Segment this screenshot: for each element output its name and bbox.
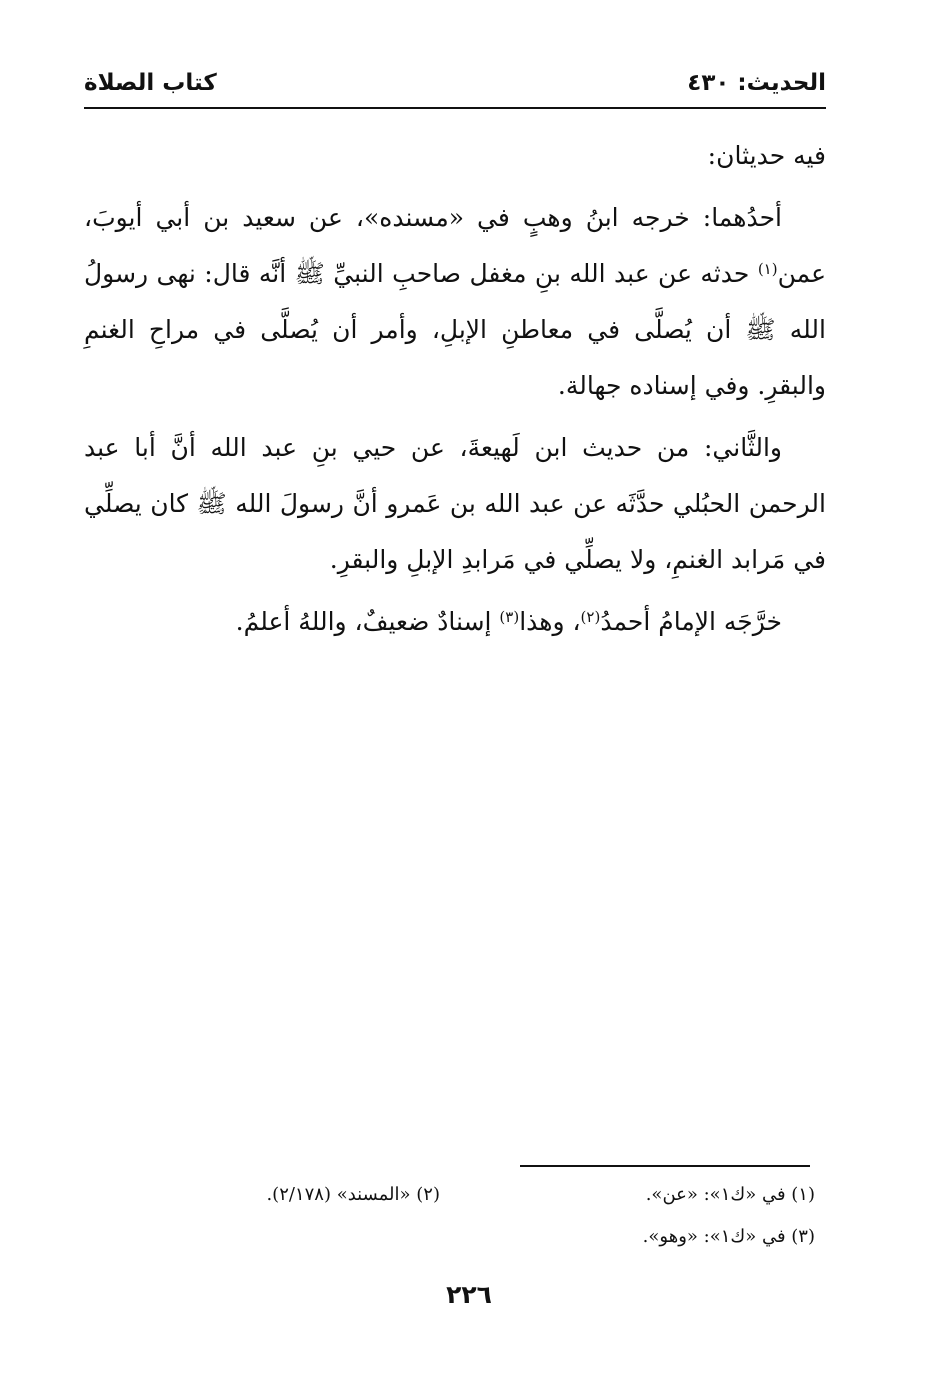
footnote-ref-1: (١)	[757, 260, 778, 278]
footnote-divider	[520, 1165, 810, 1167]
main-text	[84, 128, 826, 656]
footnotes	[150, 1180, 815, 1260]
footnote-3: (٣) في «ك١»: «وهو».	[642, 1226, 815, 1247]
footnote-ref-3: (٣)	[499, 608, 520, 626]
paragraph-takhrij	[84, 594, 826, 650]
running-header	[84, 70, 826, 106]
footnote-1: (١) في «ك١»: «عن».	[645, 1184, 815, 1205]
book-title-header: كتاب الصلاة	[84, 70, 217, 96]
takhrij-text-a: خرَّجَه الإمامُ أحمدُ	[600, 607, 782, 636]
paragraph-first-hadith	[84, 190, 826, 414]
intro-line: فيه حديثان:	[707, 141, 826, 170]
footnote-2: (٢) «المسند» (٢/١٧٨).	[266, 1184, 440, 1205]
paragraph-first-text-b: حدثه عن عبد الله بنِ مغفل صاحبِ النبيِّ ﷺ أنَّه قال: نهى رسولُ الله ﷺ أن يُصلَّى في معاطنِ الإبلِ، وأمر أن يُصلَّى في مراحِ الغنمِ والبقرِ. وفي إسناده جهالة.	[84, 259, 826, 400]
footnote-ref-2: (٢)	[580, 608, 601, 626]
takhrij-text-b: ، وهذا	[519, 607, 581, 636]
paragraph-first-text-a: أحدُهما: خرجه ابنُ وهبٍ في «مسنده»، عن سعيد بن أبي أيوبَ، عمن	[84, 203, 826, 288]
hadith-number-header: الحديث: ٤٣٠	[687, 70, 826, 96]
takhrij-text-c: إسنادٌ ضعيفٌ، واللهُ أعلمُ.	[235, 607, 500, 636]
page-number: ٢٢٦	[446, 1280, 492, 1309]
header-divider	[84, 107, 826, 109]
paragraph-second-hadith: والثَّاني: من حديث ابن لَهيعةَ، عن حيي بنِ عبد الله أنَّ أبا عبد الرحمن الحبُلي حدَّثَه عن عبد الله بن عَمرو أنَّ رسولَ الله ﷺ كان يصلِّي في مَرابد الغنمِ، ولا يصلِّي في مَرابدِ الإبلِ والبقرِ.	[84, 433, 826, 574]
